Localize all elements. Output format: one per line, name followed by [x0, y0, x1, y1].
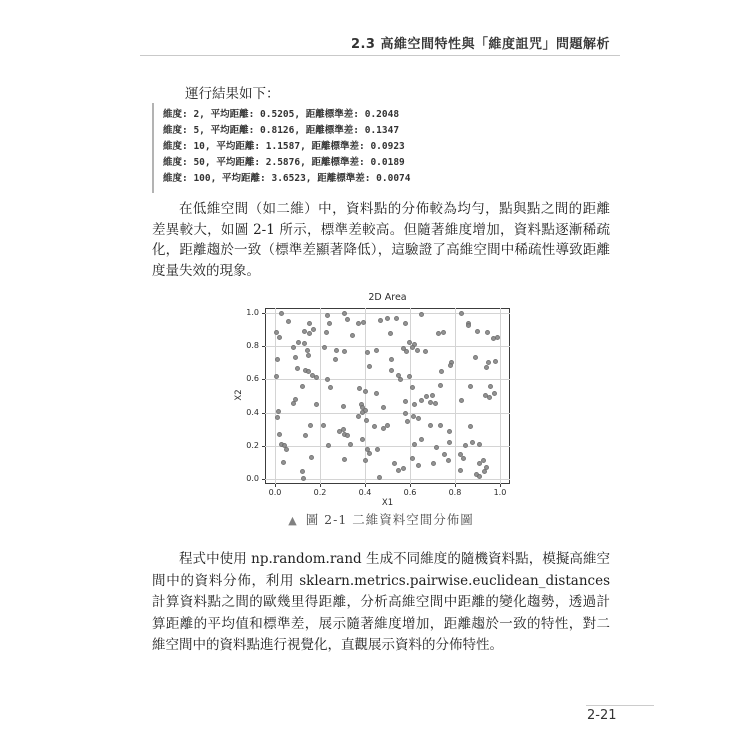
scatter-point	[419, 398, 424, 403]
scatter-point	[324, 330, 329, 335]
scatter-point	[403, 399, 408, 404]
scatter-point	[300, 384, 305, 389]
x-tick-mark	[365, 484, 366, 487]
scatter-point	[392, 461, 397, 466]
gridline-x	[410, 308, 411, 484]
scatter-point	[430, 393, 435, 398]
y-tick-label: 0.2	[246, 440, 259, 450]
y-tick-label: 0.0	[246, 473, 259, 483]
scatter-point	[447, 429, 452, 434]
scatter-point	[458, 468, 463, 473]
scatter-point	[381, 426, 386, 431]
scatter-point	[300, 469, 305, 474]
scatter-point	[361, 320, 366, 325]
x-tick-label: 0.6	[403, 488, 417, 497]
scatter-point	[416, 416, 421, 421]
scatter-point	[325, 377, 330, 382]
y-tick-mark	[262, 346, 265, 347]
scatter-point	[277, 432, 282, 437]
scatter-point	[342, 349, 347, 354]
scatter-point	[385, 316, 390, 321]
scatter-point	[374, 348, 379, 353]
scatter-point	[363, 408, 368, 413]
scatter-point	[401, 346, 406, 351]
scatter-point	[356, 414, 361, 419]
scatter-point	[424, 394, 429, 399]
scatter-point	[482, 469, 487, 474]
scatter-point	[396, 468, 401, 473]
scatter-point	[306, 369, 311, 374]
scatter-point	[433, 401, 438, 406]
scatter-point	[303, 433, 308, 438]
plot-area	[265, 308, 510, 484]
scatter-point	[314, 402, 319, 407]
scatter-point	[372, 424, 377, 429]
scatter-point	[296, 340, 301, 345]
scatter-point	[459, 311, 464, 316]
code-line: 維度: 2, 平均距離: 0.5205, 距離標準差: 0.2048	[163, 109, 400, 120]
scatter-point	[277, 335, 282, 340]
scatter-point	[364, 418, 369, 423]
scatter-point	[407, 340, 412, 345]
scatter-point	[367, 364, 372, 369]
scatter-point	[466, 323, 471, 328]
scatter-point	[477, 474, 482, 479]
scatter-point	[398, 377, 403, 382]
y-tick-mark	[262, 413, 265, 414]
scatter-point	[350, 333, 355, 338]
scatter-point	[276, 409, 281, 414]
scatter-point	[310, 373, 315, 378]
scatter-point	[286, 319, 291, 324]
scatter-point	[486, 360, 491, 365]
scatter-point	[483, 393, 488, 398]
scatter-point	[484, 465, 489, 470]
scatter-point	[388, 331, 393, 336]
scatter-point	[291, 401, 296, 406]
scatter-point	[342, 311, 347, 316]
scatter-point	[302, 329, 307, 334]
scatter-point	[293, 355, 298, 360]
scatter-point	[470, 440, 475, 445]
scatter-point	[491, 336, 496, 341]
y-tick-mark	[262, 379, 265, 380]
y-tick-label: 1.0	[246, 308, 259, 318]
scatter-point	[311, 327, 316, 332]
scatter-point	[473, 355, 478, 360]
scatter-point	[428, 400, 433, 405]
scatter-point	[477, 442, 482, 447]
scatter-point	[485, 330, 490, 335]
paragraph-1: 在低維空間（如二維）中，資料點的分佈較為均勻，點與點之間的距離差異較大，如圖 2-1 所示，標準差較高。但隨著維度增加，資料點逐漸稀疏化，距離趨於一致（標準差顯著降低），這驗證了高維空間中稀疏性導致距離度量失效的現象。	[152, 201, 610, 279]
scatter-point	[385, 423, 390, 428]
y-tick-label: 0.4	[246, 407, 259, 417]
scatter-point	[484, 365, 489, 370]
figure-caption	[152, 510, 610, 528]
scatter-point	[468, 424, 473, 429]
scatter-point	[348, 442, 353, 447]
scatter-point	[410, 385, 415, 390]
gridline-y	[265, 479, 510, 480]
scatter-point	[374, 391, 379, 396]
scatter-point	[481, 458, 486, 463]
scatter-point	[365, 350, 370, 355]
scatter-point	[475, 329, 480, 334]
gridline-x	[455, 308, 456, 484]
scatter-point	[403, 411, 408, 416]
x-tick-mark	[410, 484, 411, 487]
gridline-y	[265, 379, 510, 380]
scatter-point	[381, 405, 386, 410]
scatter-point	[461, 456, 466, 461]
scatter-point	[436, 331, 441, 336]
code-line: 維度: 50, 平均距離: 2.5876, 距離標準差: 0.0189	[163, 157, 405, 168]
scatter-point	[419, 437, 424, 442]
scatter-point	[411, 414, 416, 419]
scatter-point	[307, 321, 312, 326]
y-tick-label: 0.8	[246, 341, 259, 351]
scatter-point	[442, 452, 447, 457]
scatter-point	[363, 389, 368, 394]
scatter-point	[446, 458, 451, 463]
scatter-point	[447, 440, 452, 445]
x-tick-mark	[500, 484, 501, 487]
scatter-point	[365, 447, 370, 452]
scatter-point	[378, 318, 383, 323]
scatter-point	[389, 357, 394, 362]
paragraph-2: 程式中使用 np.random.rand 生成不同維度的隨機資料點，模擬高維空間中的資料分佈，利用 sklearn.metrics.pairwise.euclidean_distances 計算資料點之間的歐幾里得距離，分析高維空間中距離的變化趨勢，透過計算距離的平均值和標準差，展示隨著維度增加，距離趨於一致的特性，對二維空間中的資料點進行視覺化，直觀展示資料的分佈特性。	[152, 551, 610, 653]
scatter-point	[488, 384, 493, 389]
scatter-point	[412, 342, 417, 347]
scatter-point	[428, 423, 433, 428]
y-tick-mark	[262, 479, 265, 480]
scatter-point	[419, 312, 424, 317]
scatter-point	[449, 360, 454, 365]
chart-title: 2D Area	[368, 292, 407, 303]
scatter-point	[356, 321, 361, 326]
x-tick-mark	[275, 484, 276, 487]
scatter-point	[357, 386, 362, 391]
footer-divider	[586, 705, 654, 706]
scatter-point	[314, 375, 319, 380]
scatter-point	[279, 442, 284, 447]
scatter-point	[367, 451, 372, 456]
scatter-point	[341, 404, 346, 409]
scatter-point	[404, 349, 409, 354]
scatter-point	[322, 345, 327, 350]
scatter-point	[415, 348, 420, 353]
gridline-x	[275, 308, 276, 484]
scatter-point	[293, 397, 298, 402]
scatter-point	[405, 419, 410, 424]
intro-text: 運行結果如下：	[185, 86, 280, 102]
scatter-point	[487, 395, 492, 400]
scatter-point	[326, 443, 331, 448]
gridline-y	[265, 313, 510, 314]
scatter-point	[325, 313, 330, 318]
x-tick-label: 0.8	[448, 488, 462, 497]
x-axis-label: X1	[381, 498, 394, 508]
scatter-point	[307, 331, 312, 336]
code-line: 維度: 5, 平均距離: 0.8126, 距離標準差: 0.1347	[163, 125, 400, 136]
scatter-point	[359, 402, 364, 407]
scatter-point	[275, 415, 280, 420]
scatter-point	[407, 374, 412, 379]
scatter-point	[305, 348, 310, 353]
scatter-point	[403, 321, 408, 326]
scatter-point	[466, 321, 471, 326]
scatter-point	[302, 341, 307, 346]
scatter-point	[438, 383, 443, 388]
scatter-point	[274, 374, 279, 379]
scatter-point	[401, 466, 406, 471]
scatter-point	[360, 405, 365, 410]
y-tick-mark	[262, 313, 265, 314]
scatter-point	[377, 475, 382, 480]
section-header-title: 2.3 高維空間特性與「維度詛咒」問題解析	[350, 37, 610, 52]
scatter-point	[438, 423, 443, 428]
scatter-point	[394, 316, 399, 321]
scatter-point	[468, 384, 473, 389]
scatter-point	[389, 368, 394, 373]
scatter-point	[342, 457, 347, 462]
scatter-point	[306, 353, 311, 358]
x-tick-label: 0.4	[358, 488, 372, 497]
scatter-point	[345, 433, 350, 438]
header-divider	[140, 55, 620, 56]
scatter-point	[492, 391, 497, 396]
scatter-point	[333, 357, 338, 362]
scatter-point	[301, 476, 306, 481]
gridline-y	[265, 346, 510, 347]
scatter-point	[412, 402, 417, 407]
scatter-point	[281, 460, 286, 465]
scatter-point	[459, 398, 464, 403]
scatter-point	[345, 317, 350, 322]
scatter-point	[434, 445, 439, 450]
scatter-point	[360, 437, 365, 442]
scatter-point	[458, 452, 463, 457]
gridline-x	[500, 308, 501, 484]
scatter-point	[477, 461, 482, 466]
scatter-point	[396, 373, 401, 378]
x-tick-label: 0.0	[268, 488, 282, 497]
x-tick-mark	[455, 484, 456, 487]
gridline-x	[365, 308, 366, 484]
scatter-point	[321, 423, 326, 428]
scatter-point	[410, 345, 415, 350]
scatter-point	[441, 330, 446, 335]
scatter-point	[295, 366, 300, 371]
y-tick-label: 0.6	[246, 374, 259, 384]
scatter-point	[410, 456, 415, 461]
scatter-point	[327, 321, 332, 326]
scatter-point	[448, 363, 453, 368]
scatter-point	[474, 472, 479, 477]
scatter-point	[342, 432, 347, 437]
scatter-point	[495, 335, 500, 340]
gridline-x	[320, 308, 321, 484]
page-number: 2-21	[587, 708, 617, 723]
x-tick-label: 1.0	[493, 488, 507, 497]
scatter-point	[423, 349, 428, 354]
figure-caption-text: 圖 2-1 二維資料空間分佈圖	[305, 512, 474, 527]
scatter-point	[463, 443, 468, 448]
scatter-point	[493, 359, 498, 364]
gridline-y	[265, 413, 510, 414]
scatter-point	[303, 368, 308, 373]
scatter-point	[308, 423, 313, 428]
x-tick-label: 0.2	[313, 488, 327, 497]
scatter-point	[279, 311, 284, 316]
scatter-point	[328, 385, 333, 390]
scatter-point	[282, 443, 287, 448]
code-line: 維度: 10, 平均距離: 1.1587, 距離標準差: 0.0923	[163, 141, 405, 152]
scatter-point	[375, 447, 380, 452]
y-axis-label: X2	[234, 389, 244, 401]
code-output-block	[152, 103, 612, 193]
gridline-y	[265, 446, 510, 447]
scatter-point	[309, 455, 314, 460]
scatter-point	[439, 369, 444, 374]
scatter-point	[416, 463, 421, 468]
scatter-point	[275, 357, 280, 362]
scatter-point	[431, 461, 436, 466]
scatter-point	[291, 345, 296, 350]
scatter-point	[363, 458, 368, 463]
scatter-point	[284, 447, 289, 452]
x-tick-mark	[320, 484, 321, 487]
triangle-marker-icon: ▲	[288, 514, 298, 527]
scatter-point	[274, 330, 279, 335]
y-tick-mark	[262, 446, 265, 447]
scatter-point	[334, 348, 339, 353]
scatter-point	[360, 410, 365, 415]
scatter-point	[412, 442, 417, 447]
scatter-point	[337, 429, 342, 434]
scatter-point	[341, 427, 346, 432]
code-line: 維度: 100, 平均距離: 3.6523, 距離標準差: 0.0074	[163, 173, 411, 184]
